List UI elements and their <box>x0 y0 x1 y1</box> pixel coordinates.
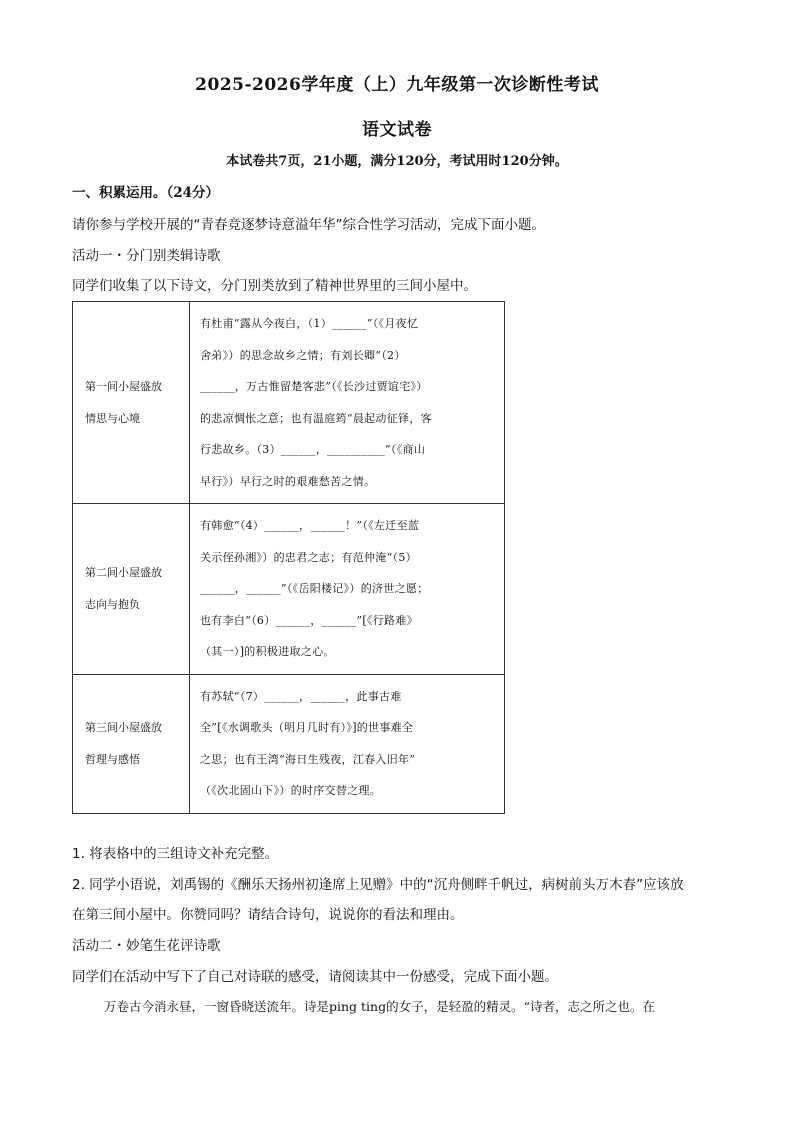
room-line: 志向与抱负 <box>85 597 140 611</box>
content-line: 舍弟》）的思念故乡之情；有刘长卿“（2） <box>200 348 406 362</box>
room-cell <box>73 674 190 813</box>
exam-note: 本试卷共7页，21小题，满分120分，考试用时120分钟。 <box>226 154 568 169</box>
content-line: 早行》）早行之时的艰难愁苦之情。 <box>200 474 376 488</box>
poem-table <box>72 301 505 814</box>
question-1: 1. 将表格中的三组诗文补充完整。 <box>72 846 279 862</box>
room-line: 情思与心境 <box>85 411 140 425</box>
content-line: 有苏轼“（7）______，______，此事古难 <box>200 689 402 703</box>
content-line: ______，______”（《岳阳楼记》）的济世之愿； <box>200 582 429 595</box>
section-intro: 请你参与学校开展的“青春竞逐梦诗意溢年华”综合性学习活动，完成下面小题。 <box>72 217 545 233</box>
room-line: 哲理与感悟 <box>85 752 140 766</box>
content-line: 关示侄孙湘》）的忠君之志；有范仲淹“（5） <box>200 550 417 564</box>
activity2-label: 活动二・妙笔生花评诗歌 <box>72 938 221 954</box>
exam-title: 2025-2026学年度（上）九年级第一次诊断性考试 <box>195 75 599 95</box>
passage-start: 万卷古今消永昼，一窗昏晓送流年。诗是ping ting的女子，是轻盈的精灵。“诗者，志之所之也。在 <box>104 999 655 1014</box>
content-cell <box>190 302 505 504</box>
room-line: 第一间小屋盛放 <box>85 379 162 393</box>
content-line: 有杜甫“露从今夜白，（1）______”（《月夜忆 <box>200 317 419 330</box>
table-row <box>73 674 505 813</box>
content-line: 之思；也有王湾“海日生残夜，江春入旧年” <box>200 752 416 766</box>
table-row <box>73 504 505 675</box>
content-line: 的悲凉惆怅之意；也有温庭筠“晨起动征铎，客 <box>200 411 432 425</box>
content-line: 有韩愈“（4）______，______！”（《左迁至蓝 <box>200 519 420 532</box>
table-row <box>73 302 505 504</box>
content-line: 全”[《水调歌头（明月几时有）》]的世事难全 <box>200 721 414 734</box>
content-cell <box>190 504 505 675</box>
room-line: 第三间小屋盛放 <box>85 720 162 734</box>
question-2-line-1: 2. 同学小语说，刘禹锡的《酬乐天扬州初逢席上见赠》中的“沉舟侧畔千帆过，病树前头万木春”应该放 <box>72 877 684 893</box>
room-cell <box>73 504 190 675</box>
activity1-text: 同学们收集了以下诗文，分门别类放到了精神世界里的三间小屋中。 <box>72 278 477 294</box>
content-line: （其一）]的积极进取之心。 <box>200 645 335 658</box>
activity2-text: 同学们在活动中写下了自己对诗联的感受，请阅读其中一份感受，完成下面小题。 <box>72 969 558 985</box>
content-line: 行悲故乡。（3）______，__________”（《商山 <box>200 443 426 456</box>
content-line: 也有李白“（6）______，______”[《行路难》 <box>200 613 418 627</box>
question-2-line-2: 在第三间小屋中。你赞同吗？请结合诗句，说说你的看法和理由。 <box>72 907 464 923</box>
section-heading: 一、积累运用。（24分） <box>72 185 220 201</box>
activity1-label: 活动一・分门别类辑诗歌 <box>72 248 221 264</box>
content-line: ______，万古惟留楚客悲”（《长沙过贾谊宅》） <box>200 380 428 393</box>
room-cell <box>73 302 190 504</box>
content-cell <box>190 674 505 813</box>
content-line: （《次北固山下》）的时序交替之理。 <box>200 784 382 797</box>
paper-subtitle: 语文试卷 <box>362 120 432 140</box>
room-line: 第二间小屋盛放 <box>85 565 162 579</box>
